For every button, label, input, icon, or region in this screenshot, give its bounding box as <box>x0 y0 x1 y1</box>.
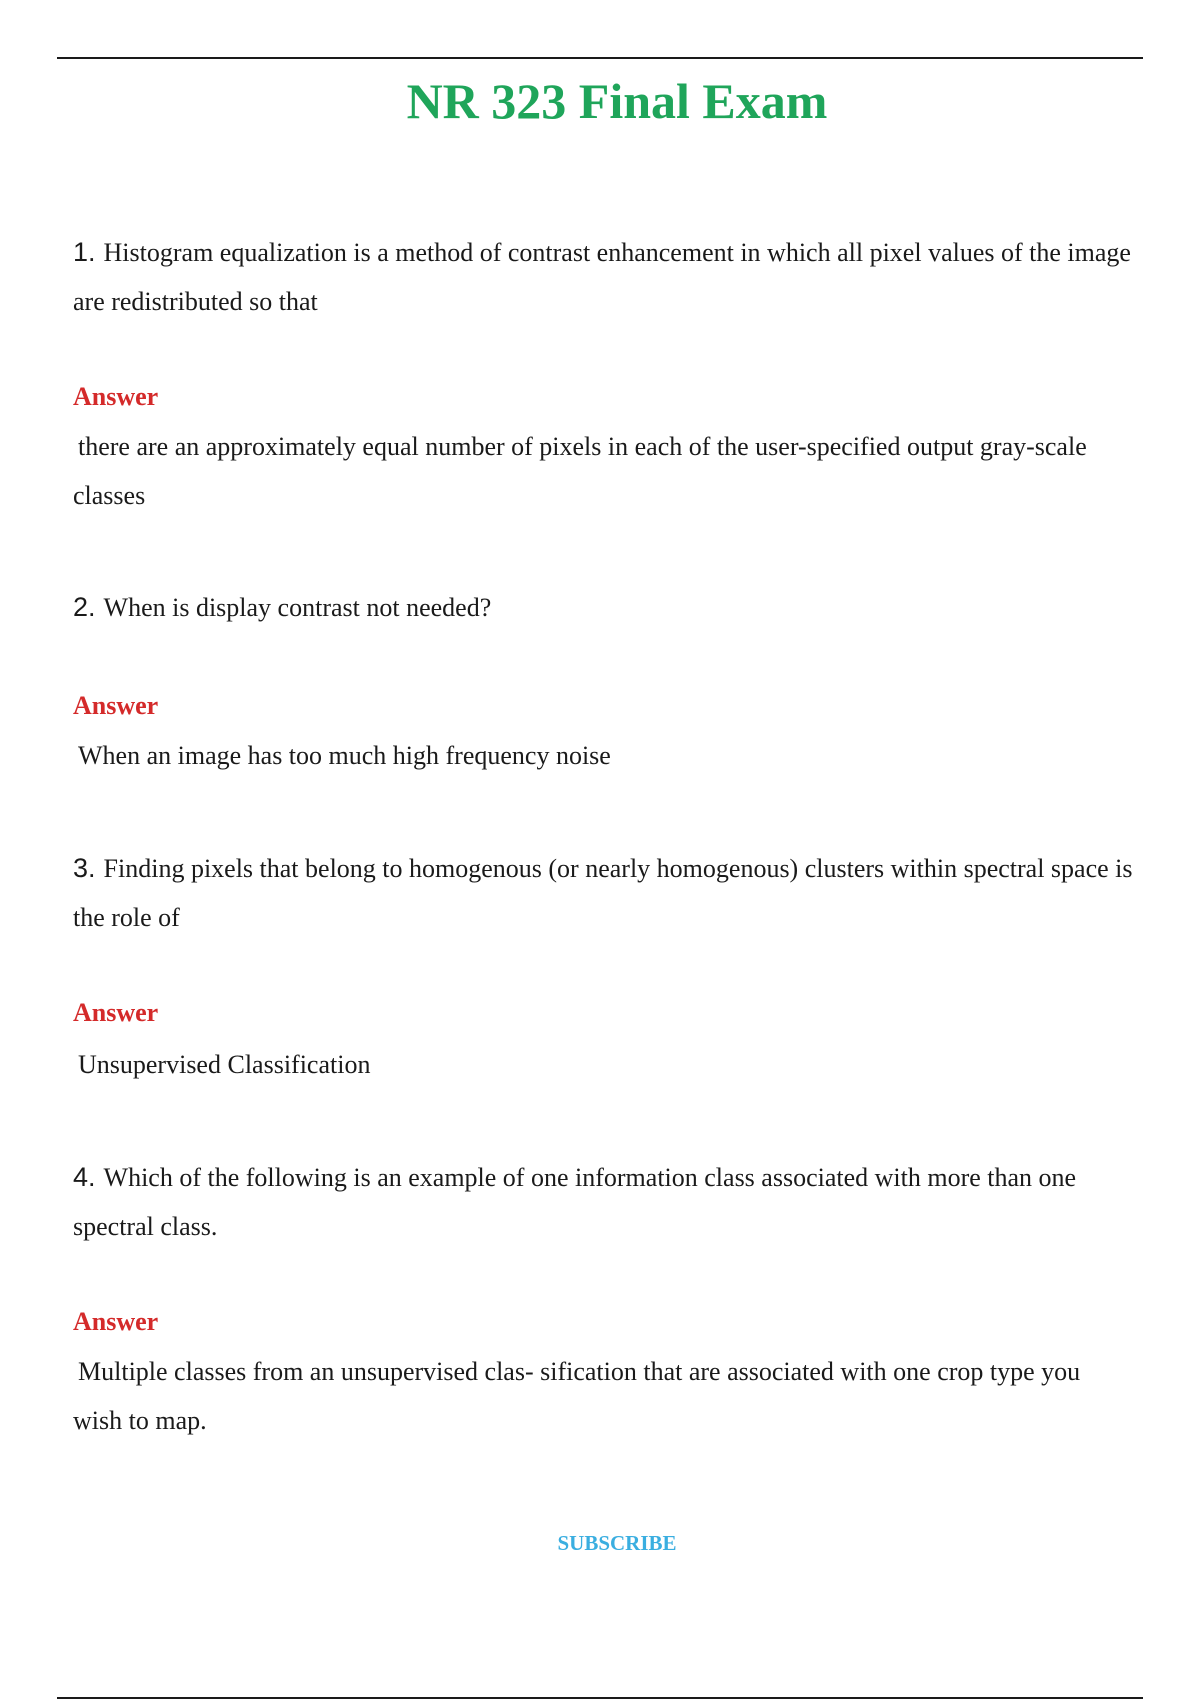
answer-label-2: Answer <box>73 691 159 720</box>
question-number: 2. <box>73 592 96 622</box>
answer-1 <box>73 422 1133 520</box>
answer-label-4: Answer <box>73 1307 159 1336</box>
top-rule <box>57 57 1143 59</box>
bottom-rule <box>57 1697 1143 1699</box>
answer-text: Multiple classes from an unsupervised clas- sification that are associated with one crop type you wish to map. <box>73 1357 1081 1435</box>
question-1 <box>73 228 1133 326</box>
question-text: Histogram equalization is a method of contrast enhancement in which all pixel values of the image are redistributed so that <box>73 238 1131 316</box>
answer-text: When an image has too much high frequency noise <box>78 741 611 770</box>
question-text: Finding pixels that belong to homogenous (or nearly homogenous) clusters within spectral space is the role of <box>73 854 1133 932</box>
question-text: When is display contrast not needed? <box>103 593 492 622</box>
answer-text: Unsupervised Classification <box>78 1050 371 1079</box>
answer-4 <box>73 1347 1133 1445</box>
question-4 <box>73 1153 1133 1251</box>
question-2 <box>73 583 1133 632</box>
question-3 <box>73 844 1133 942</box>
answer-label-3: Answer <box>73 998 159 1027</box>
document-title: NR 323 Final Exam <box>406 73 828 129</box>
answer-label-1: Answer <box>73 382 159 411</box>
answer-3 <box>73 1040 1133 1089</box>
question-number: 1. <box>73 237 96 267</box>
subscribe-link[interactable]: SUBSCRIBE <box>557 1531 677 1555</box>
answer-2 <box>73 731 1133 780</box>
question-text: Which of the following is an example of one information class associated with more than one spectral class. <box>73 1163 1077 1241</box>
answer-text: there are an approximately equal number of pixels in each of the user-specified output gray-scale classes <box>73 432 1087 510</box>
question-number: 3. <box>73 853 96 883</box>
question-number: 4. <box>73 1162 96 1192</box>
